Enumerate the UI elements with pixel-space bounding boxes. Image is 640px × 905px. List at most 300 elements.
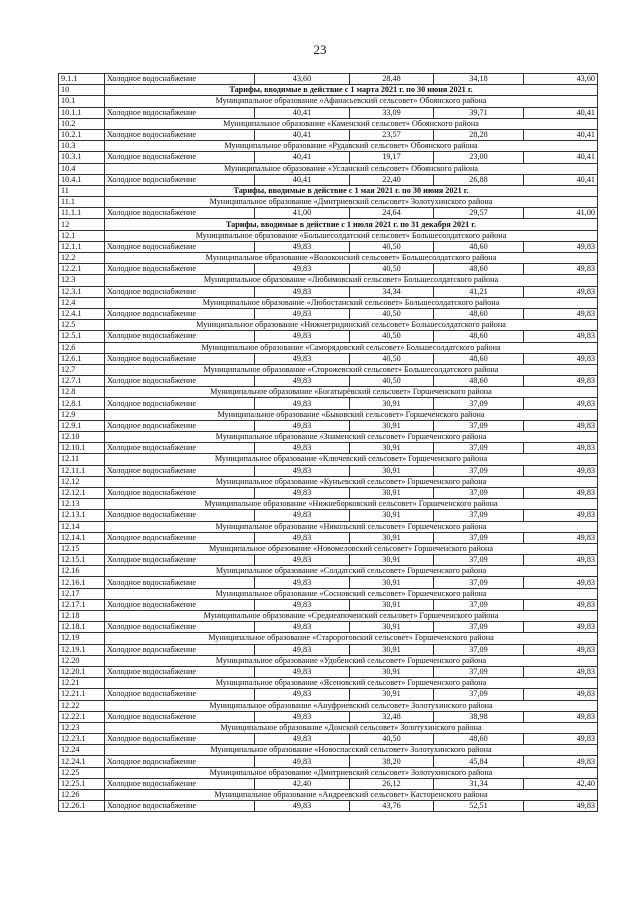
service-name: Холодное водоснабжение bbox=[105, 241, 255, 252]
tariff-value: 40,41 bbox=[255, 174, 350, 185]
table-row bbox=[59, 74, 598, 85]
tariff-value: 26,12 bbox=[350, 778, 434, 789]
row-number: 12.16.1 bbox=[59, 577, 105, 588]
service-name: Холодное водоснабжение bbox=[105, 599, 255, 610]
municipality-number: 12.22 bbox=[59, 700, 105, 711]
tariff-value: 41,00 bbox=[255, 208, 350, 219]
tariff-value: 40,41 bbox=[255, 107, 350, 118]
municipality-name: Муниципальное образование «Большесолдатский сельсовет» Большесолдатского района bbox=[105, 230, 598, 241]
tariff-value: 34,18 bbox=[434, 74, 524, 85]
service-name: Холодное водоснабжение bbox=[105, 465, 255, 476]
municipality-row bbox=[59, 409, 598, 420]
tariff-value: 48,60 bbox=[434, 264, 524, 275]
municipality-number: 12.5 bbox=[59, 320, 105, 331]
section-heading: Тарифы, вводимые в действие с 1 марта 2021 г. по 30 июня 2021 г. bbox=[105, 85, 598, 96]
municipality-row bbox=[59, 275, 598, 286]
tariff-value: 40,41 bbox=[524, 174, 598, 185]
table-row bbox=[59, 286, 598, 297]
tariff-value: 49,83 bbox=[524, 465, 598, 476]
table-row bbox=[59, 801, 598, 812]
tariff-value: 49,83 bbox=[524, 532, 598, 543]
tariff-value: 40,50 bbox=[350, 353, 434, 364]
service-name: Холодное водоснабжение bbox=[105, 353, 255, 364]
table-row bbox=[59, 532, 598, 543]
table-row bbox=[59, 577, 598, 588]
tariff-value: 30,91 bbox=[350, 644, 434, 655]
municipality-row bbox=[59, 163, 598, 174]
tariff-value: 41,21 bbox=[434, 286, 524, 297]
section-number: 12 bbox=[59, 219, 105, 230]
tariff-value: 40,50 bbox=[350, 734, 434, 745]
tariff-value: 49,83 bbox=[255, 510, 350, 521]
tariff-value: 39,71 bbox=[434, 107, 524, 118]
tariff-value: 49,83 bbox=[524, 711, 598, 722]
tariff-value: 41,00 bbox=[524, 208, 598, 219]
tariff-value: 49,83 bbox=[255, 577, 350, 588]
municipality-number: 12.9 bbox=[59, 409, 105, 420]
row-number: 12.10.1 bbox=[59, 443, 105, 454]
tariff-value: 30,91 bbox=[350, 532, 434, 543]
municipality-name: Муниципальное образование «Ключевский сельсовет» Горшеченского района bbox=[105, 454, 598, 465]
tariff-value: 49,83 bbox=[255, 376, 350, 387]
tariff-value: 52,51 bbox=[434, 801, 524, 812]
tariff-value: 30,91 bbox=[350, 420, 434, 431]
municipality-row bbox=[59, 499, 598, 510]
municipality-name: Муниципальное образование «Афанасьевский сельсовет» Обоянского района bbox=[105, 96, 598, 107]
table-row bbox=[59, 152, 598, 163]
municipality-name: Муниципальное образование «Быковский сельсовет» Горшеченского района bbox=[105, 409, 598, 420]
municipality-number: 12.16 bbox=[59, 566, 105, 577]
row-number: 12.13.1 bbox=[59, 510, 105, 521]
municipality-number: 12.11 bbox=[59, 454, 105, 465]
table-row bbox=[59, 778, 598, 789]
tariff-value: 49,83 bbox=[524, 241, 598, 252]
row-number: 12.14.1 bbox=[59, 532, 105, 543]
service-name: Холодное водоснабжение bbox=[105, 398, 255, 409]
table-row bbox=[59, 465, 598, 476]
row-number: 12.7.1 bbox=[59, 376, 105, 387]
table-row bbox=[59, 443, 598, 454]
tariff-value: 49,83 bbox=[255, 711, 350, 722]
tariff-value: 49,83 bbox=[524, 264, 598, 275]
row-number: 12.23.1 bbox=[59, 734, 105, 745]
row-number: 12.4.1 bbox=[59, 308, 105, 319]
table-row bbox=[59, 622, 598, 633]
tariff-value: 23,57 bbox=[350, 129, 434, 140]
tariff-value: 49,83 bbox=[524, 689, 598, 700]
service-name: Холодное водоснабжение bbox=[105, 487, 255, 498]
table-row bbox=[59, 644, 598, 655]
tariff-value: 30,91 bbox=[350, 666, 434, 677]
section-heading: Тарифы, вводимые в действие с 1 июля 2021 г. по 31 декабря 2021 г. bbox=[105, 219, 598, 230]
table-row bbox=[59, 487, 598, 498]
section-heading: Тарифы, вводимые в действие с 1 мая 2021 г. по 30 июня 2021 г. bbox=[105, 185, 598, 196]
service-name: Холодное водоснабжение bbox=[105, 152, 255, 163]
row-number: 12.5.1 bbox=[59, 331, 105, 342]
service-name: Холодное водоснабжение bbox=[105, 129, 255, 140]
municipality-number: 10.2 bbox=[59, 118, 105, 129]
table-row bbox=[59, 510, 598, 521]
tariff-value: 49,83 bbox=[524, 308, 598, 319]
municipality-row bbox=[59, 197, 598, 208]
row-number: 12.12.1 bbox=[59, 487, 105, 498]
municipality-number: 12.13 bbox=[59, 499, 105, 510]
service-name: Холодное водоснабжение bbox=[105, 532, 255, 543]
table-row bbox=[59, 756, 598, 767]
tariff-value: 23,00 bbox=[434, 152, 524, 163]
tariff-value: 28,28 bbox=[434, 129, 524, 140]
municipality-row bbox=[59, 745, 598, 756]
municipality-number: 12.3 bbox=[59, 275, 105, 286]
table-row bbox=[59, 689, 598, 700]
tariff-value: 30,91 bbox=[350, 465, 434, 476]
row-number: 12.11.1 bbox=[59, 465, 105, 476]
tariff-value: 49,83 bbox=[524, 599, 598, 610]
row-number: 12.2.1 bbox=[59, 264, 105, 275]
municipality-row bbox=[59, 655, 598, 666]
tariff-value: 40,41 bbox=[524, 107, 598, 118]
municipality-name: Муниципальное образование «Удобенский сельсовет» Горшеченского района bbox=[105, 655, 598, 666]
tariff-value: 37,09 bbox=[434, 666, 524, 677]
service-name: Холодное водоснабжение bbox=[105, 622, 255, 633]
municipality-name: Муниципальное образование «Ясеновский сельсовет» Горшеченского района bbox=[105, 678, 598, 689]
tariff-value: 30,91 bbox=[350, 555, 434, 566]
section-number: 10 bbox=[59, 85, 105, 96]
table-row bbox=[59, 264, 598, 275]
municipality-name: Муниципальное образование «Нижнегридинский сельсовет» Большесолдатского района bbox=[105, 320, 598, 331]
row-number: 12.8.1 bbox=[59, 398, 105, 409]
tariff-value: 48,60 bbox=[434, 241, 524, 252]
tariff-value: 48,60 bbox=[434, 734, 524, 745]
municipality-number: 12.15 bbox=[59, 543, 105, 554]
row-number: 12.24.1 bbox=[59, 756, 105, 767]
tariff-table-body bbox=[59, 74, 598, 812]
municipality-name: Муниципальное образование «Сторожевский сельсовет» Большесолдатского района bbox=[105, 364, 598, 375]
tariff-value: 37,09 bbox=[434, 644, 524, 655]
tariff-value: 37,09 bbox=[434, 577, 524, 588]
municipality-row bbox=[59, 476, 598, 487]
municipality-row bbox=[59, 364, 598, 375]
service-name: Холодное водоснабжение bbox=[105, 711, 255, 722]
municipality-number: 11.1 bbox=[59, 197, 105, 208]
tariff-value: 37,09 bbox=[434, 398, 524, 409]
tariff-value: 37,09 bbox=[434, 465, 524, 476]
row-number: 12.22.1 bbox=[59, 711, 105, 722]
tariff-value: 40,50 bbox=[350, 308, 434, 319]
service-name: Холодное водоснабжение bbox=[105, 666, 255, 677]
tariff-value: 42,40 bbox=[255, 778, 350, 789]
tariff-value: 49,83 bbox=[255, 666, 350, 677]
row-number: 10.2.1 bbox=[59, 129, 105, 140]
municipality-name: Муниципальное образование «Сосновский сельсовет» Горшеченского района bbox=[105, 588, 598, 599]
municipality-row bbox=[59, 722, 598, 733]
service-name: Холодное водоснабжение bbox=[105, 756, 255, 767]
tariff-value: 37,09 bbox=[434, 532, 524, 543]
tariff-value: 45,84 bbox=[434, 756, 524, 767]
municipality-row bbox=[59, 588, 598, 599]
tariff-value: 49,83 bbox=[255, 644, 350, 655]
municipality-row bbox=[59, 118, 598, 129]
tariff-value: 30,91 bbox=[350, 487, 434, 498]
page-number: 23 bbox=[313, 42, 327, 57]
row-number: 10.4.1 bbox=[59, 174, 105, 185]
tariff-value: 49,83 bbox=[524, 666, 598, 677]
tariff-value: 37,09 bbox=[434, 443, 524, 454]
tariff-value: 37,09 bbox=[434, 420, 524, 431]
service-name: Холодное водоснабжение bbox=[105, 734, 255, 745]
row-number: 12.25.1 bbox=[59, 778, 105, 789]
municipality-name: Муниципальное образование «Нижнеборковский сельсовет» Горшеченского района bbox=[105, 499, 598, 510]
tariff-value: 38,98 bbox=[434, 711, 524, 722]
tariff-value: 49,83 bbox=[255, 353, 350, 364]
service-name: Холодное водоснабжение bbox=[105, 555, 255, 566]
tariff-value: 40,41 bbox=[255, 152, 350, 163]
municipality-row bbox=[59, 543, 598, 554]
tariff-value: 49,83 bbox=[255, 398, 350, 409]
tariff-value: 40,41 bbox=[524, 152, 598, 163]
tariff-value: 30,91 bbox=[350, 622, 434, 633]
table-row bbox=[59, 208, 598, 219]
tariff-value: 48,60 bbox=[434, 331, 524, 342]
municipality-row bbox=[59, 767, 598, 778]
municipality-name: Муниципальное образование «Любостанский сельсовет» Большесолдатского района bbox=[105, 297, 598, 308]
municipality-number: 12.8 bbox=[59, 387, 105, 398]
tariff-value: 49,83 bbox=[255, 532, 350, 543]
row-number: 9.1.1 bbox=[59, 74, 105, 85]
tariff-value: 49,83 bbox=[255, 308, 350, 319]
tariff-value: 49,83 bbox=[524, 577, 598, 588]
tariff-value: 37,09 bbox=[434, 555, 524, 566]
municipality-row bbox=[59, 611, 598, 622]
table-row bbox=[59, 107, 598, 118]
table-row bbox=[59, 599, 598, 610]
municipality-row bbox=[59, 387, 598, 398]
municipality-name: Муниципальное образование «Саморядовский сельсовет» Большесолдатского района bbox=[105, 342, 598, 353]
municipality-number: 10.1 bbox=[59, 96, 105, 107]
section-heading-row bbox=[59, 185, 598, 196]
municipality-name: Муниципальное образование «Ануфриевский сельсовет» Золотухинского района bbox=[105, 700, 598, 711]
tariff-value: 40,50 bbox=[350, 241, 434, 252]
row-number: 12.3.1 bbox=[59, 286, 105, 297]
row-number: 12.19.1 bbox=[59, 644, 105, 655]
tariff-value: 43,60 bbox=[524, 74, 598, 85]
municipality-number: 12.6 bbox=[59, 342, 105, 353]
tariff-value: 48,60 bbox=[434, 353, 524, 364]
municipality-name: Муниципальное образование «Никольский сельсовет» Горшеченского района bbox=[105, 521, 598, 532]
municipality-name: Муниципальное образование «Дмитриевский сельсовет» Золотухинского района bbox=[105, 767, 598, 778]
table-row bbox=[59, 555, 598, 566]
tariff-value: 19,17 bbox=[350, 152, 434, 163]
tariff-value: 40,50 bbox=[350, 264, 434, 275]
municipality-name: Муниципальное образование «Рудавский сельсовет» Обоянского района bbox=[105, 141, 598, 152]
municipality-number: 12.4 bbox=[59, 297, 105, 308]
tariff-value: 30,91 bbox=[350, 689, 434, 700]
tariff-value: 37,09 bbox=[434, 510, 524, 521]
municipality-number: 12.20 bbox=[59, 655, 105, 666]
table-row bbox=[59, 174, 598, 185]
service-name: Холодное водоснабжение bbox=[105, 376, 255, 387]
row-number: 12.21.1 bbox=[59, 689, 105, 700]
municipality-number: 12.23 bbox=[59, 722, 105, 733]
tariff-value: 49,83 bbox=[255, 264, 350, 275]
municipality-number: 12.26 bbox=[59, 790, 105, 801]
tariff-value: 30,91 bbox=[350, 443, 434, 454]
tariff-value: 49,83 bbox=[524, 644, 598, 655]
tariff-value: 33,09 bbox=[350, 107, 434, 118]
municipality-name: Муниципальное образование «Волоконский сельсовет» Большесолдатского района bbox=[105, 253, 598, 264]
tariff-value: 49,83 bbox=[255, 420, 350, 431]
service-name: Холодное водоснабжение bbox=[105, 174, 255, 185]
table-row bbox=[59, 420, 598, 431]
municipality-number: 12.17 bbox=[59, 588, 105, 599]
municipality-name: Муниципальное образование «Старороговский сельсовет» Горшеченского района bbox=[105, 633, 598, 644]
tariff-value: 40,50 bbox=[350, 331, 434, 342]
tariff-value: 31,34 bbox=[434, 778, 524, 789]
tariff-value: 49,83 bbox=[524, 443, 598, 454]
municipality-row bbox=[59, 790, 598, 801]
tariff-value: 48,60 bbox=[434, 376, 524, 387]
service-name: Холодное водоснабжение bbox=[105, 577, 255, 588]
municipality-row bbox=[59, 342, 598, 353]
table-row bbox=[59, 353, 598, 364]
municipality-name: Муниципальное образование «Андреевский сельсовет» Касторенского района bbox=[105, 790, 598, 801]
tariff-value: 49,83 bbox=[255, 487, 350, 498]
tariff-value: 40,41 bbox=[524, 129, 598, 140]
service-name: Холодное водоснабжение bbox=[105, 331, 255, 342]
tariff-value: 49,83 bbox=[524, 420, 598, 431]
tariff-value: 22,40 bbox=[350, 174, 434, 185]
tariff-value: 43,76 bbox=[350, 801, 434, 812]
table-row bbox=[59, 129, 598, 140]
service-name: Холодное водоснабжение bbox=[105, 801, 255, 812]
section-heading-row bbox=[59, 219, 598, 230]
municipality-name: Муниципальное образование «Солдатский сельсовет» Горшеченского района bbox=[105, 566, 598, 577]
tariff-value: 30,91 bbox=[350, 577, 434, 588]
tariff-value: 26,88 bbox=[434, 174, 524, 185]
service-name: Холодное водоснабжение bbox=[105, 443, 255, 454]
municipality-number: 12.2 bbox=[59, 253, 105, 264]
municipality-row bbox=[59, 253, 598, 264]
tariff-value: 49,83 bbox=[255, 622, 350, 633]
municipality-number: 12.7 bbox=[59, 364, 105, 375]
service-name: Холодное водоснабжение bbox=[105, 107, 255, 118]
municipality-name: Муниципальное образование «Любимовский сельсовет» Большесолдатского района bbox=[105, 275, 598, 286]
tariff-value: 49,83 bbox=[255, 599, 350, 610]
tariff-value: 49,83 bbox=[255, 241, 350, 252]
tariff-value: 30,91 bbox=[350, 510, 434, 521]
tariff-table bbox=[58, 73, 598, 812]
municipality-number: 12.18 bbox=[59, 611, 105, 622]
municipality-number: 10.4 bbox=[59, 163, 105, 174]
municipality-name: Муниципальное образование «Усланский сельсовет» Обоянского района bbox=[105, 163, 598, 174]
service-name: Холодное водоснабжение bbox=[105, 420, 255, 431]
municipality-number: 12.19 bbox=[59, 633, 105, 644]
service-name: Холодное водоснабжение bbox=[105, 264, 255, 275]
service-name: Холодное водоснабжение bbox=[105, 689, 255, 700]
tariff-value: 30,91 bbox=[350, 599, 434, 610]
tariff-value: 49,83 bbox=[255, 443, 350, 454]
table-row bbox=[59, 241, 598, 252]
municipality-name: Муниципальное образование «Новоспасский сельсовет» Золотухинского района bbox=[105, 745, 598, 756]
tariff-value: 49,83 bbox=[255, 801, 350, 812]
section-number: 11 bbox=[59, 185, 105, 196]
municipality-name: Муниципальное образование «Знаменский сельсовет» Горшеченского района bbox=[105, 432, 598, 443]
municipality-name: Муниципальное образование «Богатырёвский сельсовет» Горшеченского района bbox=[105, 387, 598, 398]
tariff-value: 49,83 bbox=[255, 689, 350, 700]
municipality-number: 12.10 bbox=[59, 432, 105, 443]
row-number: 12.9.1 bbox=[59, 420, 105, 431]
municipality-row bbox=[59, 230, 598, 241]
service-name: Холодное водоснабжение bbox=[105, 308, 255, 319]
municipality-row bbox=[59, 141, 598, 152]
tariff-value: 49,83 bbox=[524, 510, 598, 521]
tariff-value: 49,83 bbox=[524, 353, 598, 364]
municipality-row bbox=[59, 320, 598, 331]
municipality-number: 10.3 bbox=[59, 141, 105, 152]
tariff-value: 49,83 bbox=[524, 487, 598, 498]
municipality-number: 12.25 bbox=[59, 767, 105, 778]
tariff-value: 49,83 bbox=[524, 398, 598, 409]
tariff-value: 49,83 bbox=[255, 331, 350, 342]
municipality-row bbox=[59, 521, 598, 532]
tariff-value: 49,83 bbox=[255, 286, 350, 297]
table-row bbox=[59, 734, 598, 745]
municipality-name: Муниципальное образование «Донской сельсовет» Золотухинского района bbox=[105, 722, 598, 733]
tariff-value: 38,20 bbox=[350, 756, 434, 767]
tariff-value: 49,83 bbox=[524, 331, 598, 342]
tariff-value: 49,83 bbox=[524, 734, 598, 745]
municipality-number: 12.14 bbox=[59, 521, 105, 532]
row-number: 10.3.1 bbox=[59, 152, 105, 163]
row-number: 12.26.1 bbox=[59, 801, 105, 812]
municipality-name: Муниципальное образование «Среднеапоченский сельсовет» Горшеченского района bbox=[105, 611, 598, 622]
tariff-value: 37,09 bbox=[434, 689, 524, 700]
municipality-name: Муниципальное образование «Дмитриевский сельсовет» Золотухинского района bbox=[105, 197, 598, 208]
table-row bbox=[59, 331, 598, 342]
municipality-row bbox=[59, 700, 598, 711]
municipality-row bbox=[59, 454, 598, 465]
row-number: 12.1.1 bbox=[59, 241, 105, 252]
municipality-number: 12.12 bbox=[59, 476, 105, 487]
tariff-value: 30,91 bbox=[350, 398, 434, 409]
tariff-value: 37,09 bbox=[434, 487, 524, 498]
tariff-value: 34,34 bbox=[350, 286, 434, 297]
row-number: 12.6.1 bbox=[59, 353, 105, 364]
table-row bbox=[59, 666, 598, 677]
municipality-row bbox=[59, 297, 598, 308]
tariff-value: 37,09 bbox=[434, 622, 524, 633]
tariff-value: 49,83 bbox=[524, 376, 598, 387]
tariff-value: 49,83 bbox=[255, 465, 350, 476]
tariff-value: 49,83 bbox=[524, 622, 598, 633]
tariff-value: 29,57 bbox=[434, 208, 524, 219]
tariff-value: 49,83 bbox=[524, 756, 598, 767]
service-name: Холодное водоснабжение bbox=[105, 208, 255, 219]
section-heading-row bbox=[59, 85, 598, 96]
tariff-value: 49,83 bbox=[255, 734, 350, 745]
service-name: Холодное водоснабжение bbox=[105, 644, 255, 655]
tariff-value: 24,64 bbox=[350, 208, 434, 219]
tariff-value: 32,48 bbox=[350, 711, 434, 722]
tariff-value: 40,41 bbox=[255, 129, 350, 140]
tariff-value: 49,83 bbox=[255, 756, 350, 767]
table-row bbox=[59, 376, 598, 387]
service-name: Холодное водоснабжение bbox=[105, 286, 255, 297]
municipality-name: Муниципальное образование «Каменский сельсовет» Обоянского района bbox=[105, 118, 598, 129]
tariff-value: 48,60 bbox=[434, 308, 524, 319]
row-number: 12.15.1 bbox=[59, 555, 105, 566]
municipality-row bbox=[59, 678, 598, 689]
